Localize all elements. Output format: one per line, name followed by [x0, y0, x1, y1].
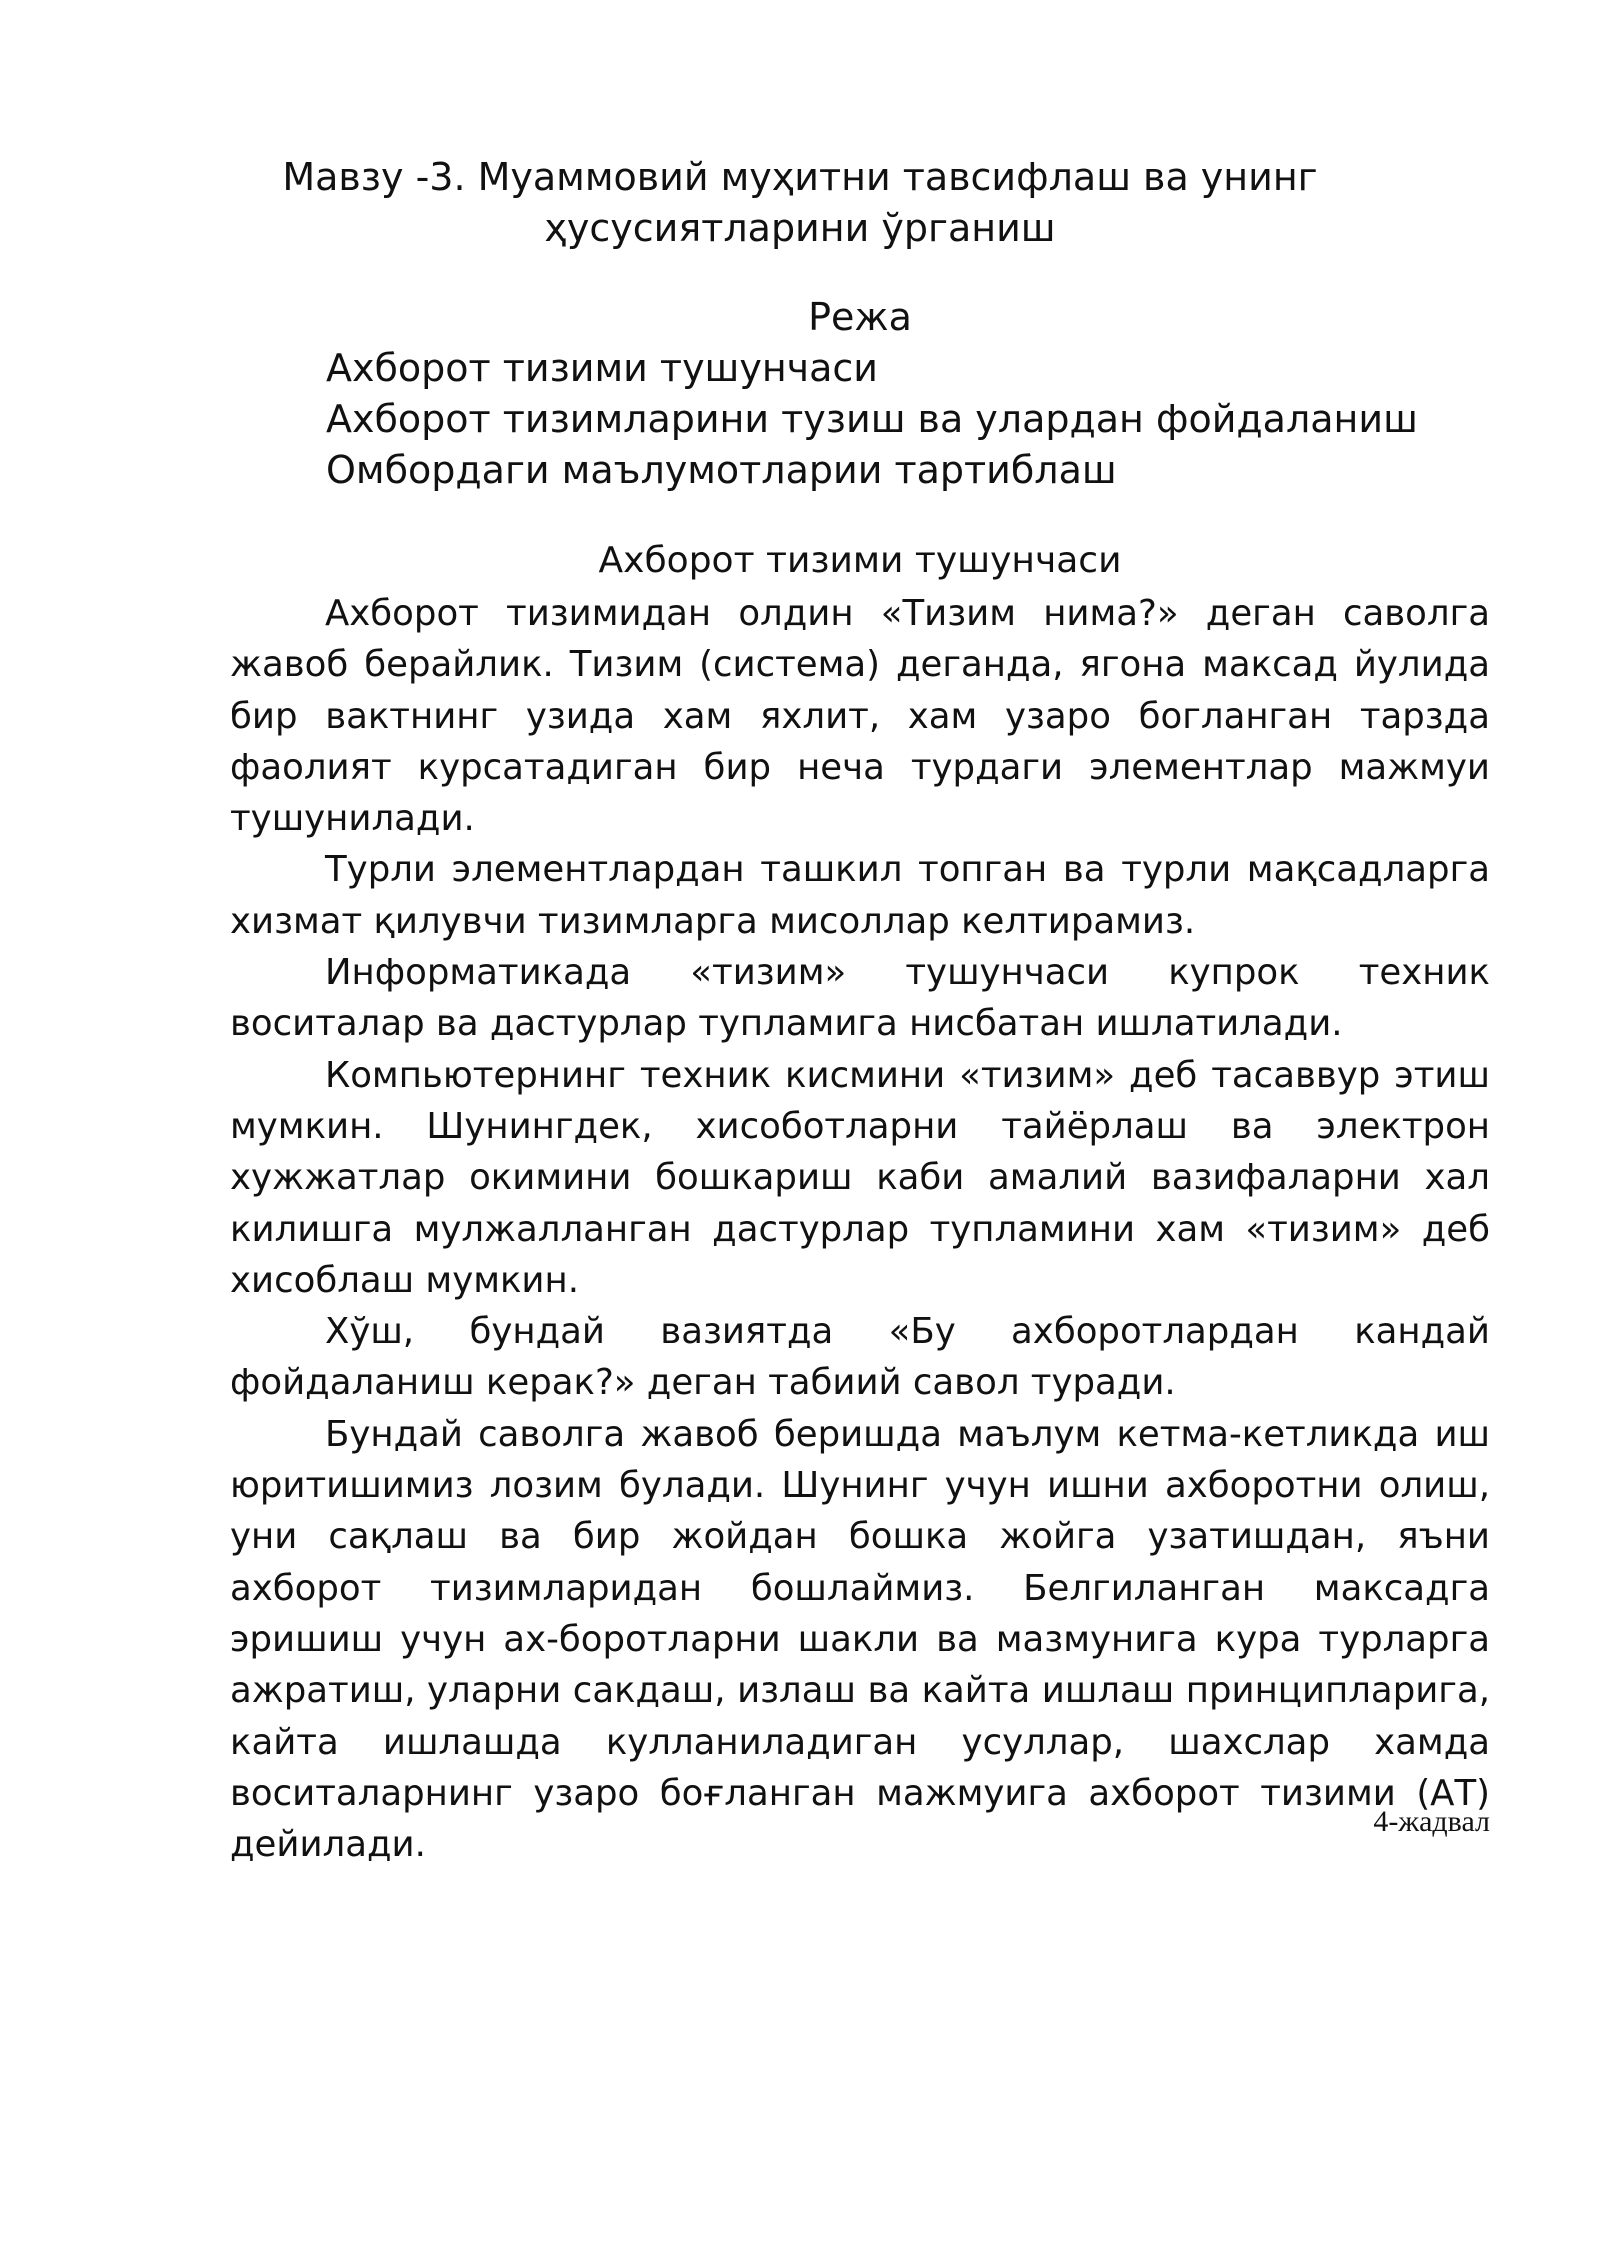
title-line-1: Мавзу -3. Муаммовий муҳитни тавсифлаш ва унинг: [282, 155, 1318, 199]
paragraph: Хўш, бундай вазиятда «Бу ахборотлардан кандай фойдаланиш керак?» деган табиий савол туради.: [230, 1311, 1490, 1404]
section-title: Ахборот тизими тушунчаси: [598, 540, 1122, 581]
plan-heading: Режа: [808, 295, 912, 339]
body-text: [230, 588, 1490, 1870]
document-title: [230, 152, 1370, 254]
paragraph: Информатикада «тизим» тушунчаси купрок техник воситалар ва дастурлар тупламига нисбатан ишлатилади.: [230, 952, 1490, 1045]
title-line-2: ҳусусиятларини ўрганиш: [544, 206, 1056, 250]
plan-item: Омбордаги маълумотларии тартиблаш: [326, 448, 1117, 492]
plan-list: [326, 343, 1418, 496]
table-caption: 4-жадвал: [1373, 1805, 1490, 1838]
plan-item: Ахборот тизими тушунчаси: [326, 346, 878, 390]
paragraph: Турли элементлардан ташкил топган ва турли мақсадларга хизмат қилувчи тизимларга мисоллар келтирамиз.: [230, 849, 1490, 942]
paragraph: Ахборот тизимидан олдин «Тизим нима?» деган саволга жавоб берайлик. Тизим (система) деганда, ягона максад йулида бир вактнинг узида хам яхлит, хам узаро богланган тарзда фаолият курсатадиган бир неча турдаги элементлар мажмуи тушунилади.: [230, 593, 1490, 840]
plan-item: Ахборот тизимларини тузиш ва улардан фойдаланиш: [326, 397, 1418, 441]
paragraph: Бундай саволга жавоб беришда маълум кетма-кетликда иш юритишимиз лозим булади. Шунинг учун ишни ахборотни олиш, уни сақлаш ва бир жойдан бошка жойга узатишдан, яъни ахборот тизимларидан бошлаймиз. Белгиланган максадга эришиш учун ах-боротларни шакли ва мазмунига кура турларга ажратиш, уларни сакдаш, излаш ва кайта ишлаш принципларига, кайта ишлашда кулланиладиган усуллар, шахслар хамда воситаларнинг узаро боғланган мажмуига ахборот тизими (АТ) дейилади.: [230, 1413, 1490, 1866]
paragraph: Компьютернинг техник кисмини «тизим» деб тасаввур этиш мумкин. Шунингдек, хисоботларни тайёрлаш ва электрон хужжатлар окимини бошкариш каби амалий вазифаларни хал килишга мулжалланган дастурлар тупламини хам «тизим» деб хисоблаш мумкин.: [230, 1054, 1490, 1301]
